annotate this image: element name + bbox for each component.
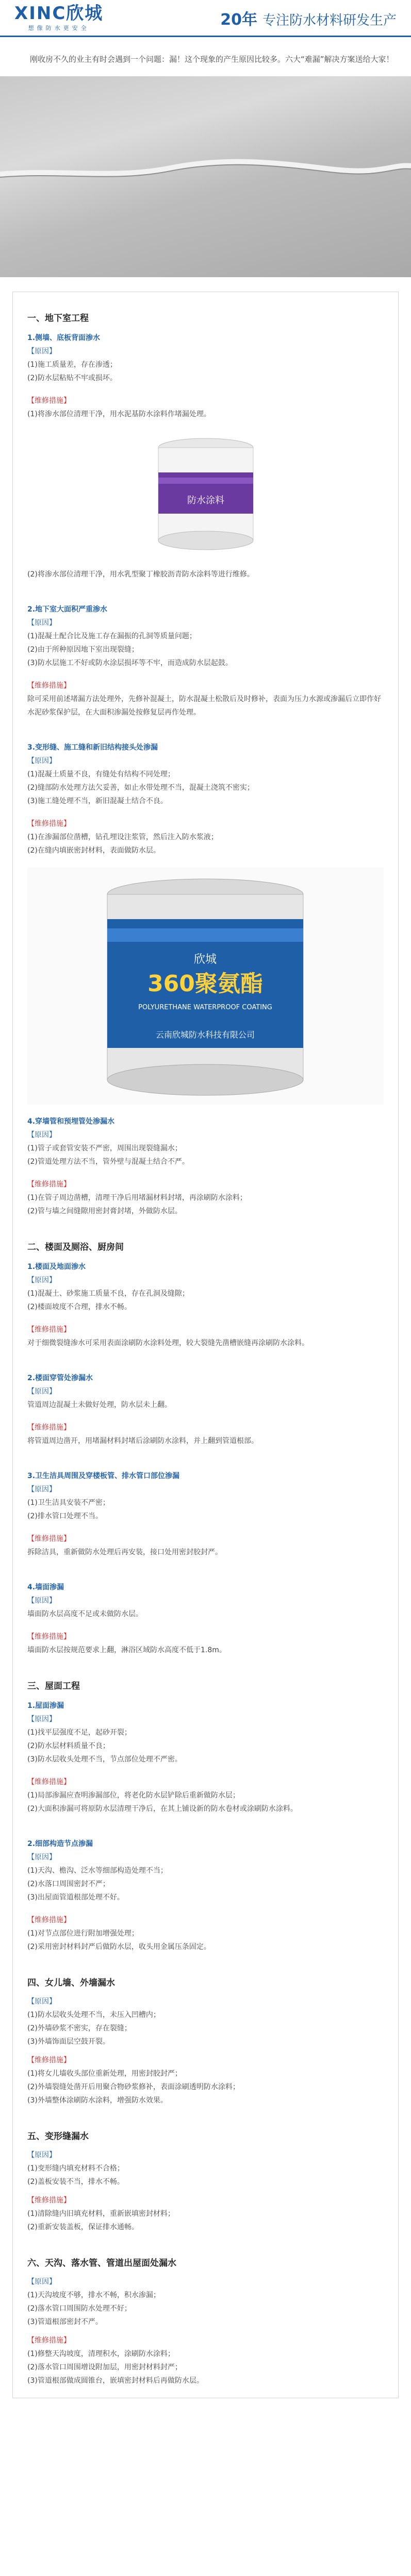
fix-label: 【维修措施】 <box>27 1326 71 1334</box>
bucket-big-icon <box>27 868 384 1105</box>
bucket-small-icon <box>121 431 291 557</box>
section5-causes <box>27 2148 384 2189</box>
section-title: 二、楼面及厕浴、厨房间 <box>27 1242 124 1252</box>
cause-line: (2)外墙砂浆不密实，存在裂缝； <box>27 2024 131 2032</box>
fix-label: 【维修措施】 <box>27 397 71 405</box>
fix-line: 拆除洁具，重新做防水处理后再安装，接口处用密封胶封严。 <box>27 1548 222 1556</box>
item-title: 2.地下室大面积严重渗水 <box>27 605 108 614</box>
section3-item-1 <box>27 1699 384 1816</box>
cause-label: 【原因】 <box>27 1485 56 1494</box>
fix-line: (3)管道根部做成圆锥台，嵌填密封材料后再做防水层。 <box>27 2377 204 2385</box>
section2-item-2 <box>27 1371 384 1448</box>
fix-line: (1)将渗水部位清理干净，用水泥基防水涂料作堵漏处理。 <box>27 410 211 418</box>
fix-label: 【维修措施】 <box>27 1916 71 1924</box>
intro-paragraph: 刚收房不久的业主有时会遇到一个问题：漏！这个现象的产生原因比较多。六大“难漏”解决方案送给大家！ <box>30 55 394 64</box>
section5-fixes <box>27 2194 384 2234</box>
fix-line: (1)修整天沟坡度，清理积水，涂刷防水涂料； <box>27 2350 175 2358</box>
fix-label: 【维修措施】 <box>27 1180 71 1189</box>
cause-line: (2)管道处理方法不当，管外壁与混凝土结合不严。 <box>27 1158 189 1166</box>
fix-line: (2)重新安装盖板，保证排水通畅。 <box>27 2223 139 2231</box>
section-title: 六、天沟、落水管、管道出屋面处漏水 <box>27 2258 176 2268</box>
item-title: 3.变形缝、施工缝和新旧结构接头处渗漏 <box>27 743 158 752</box>
cause-line: (2)落水管口周围防水处理不好； <box>27 2304 131 2313</box>
section-title: 四、女儿墙、外墙漏水 <box>27 1978 115 1988</box>
cause-label: 【原因】 <box>27 347 56 355</box>
section2-item-1 <box>27 1260 384 1350</box>
logo-tagline: 想像防水更安全 <box>28 24 90 31</box>
cause-line: (2)楼面坡度不合理，排水不畅。 <box>27 1303 131 1311</box>
fix-label: 【维修措施】 <box>27 2336 71 2345</box>
cause-line: (1)卫生洁具安装不严密； <box>27 1499 110 1507</box>
item-title: 1.楼面及地面渗水 <box>27 1263 86 1271</box>
cause-line: (2)缝部防水处理方法欠妥善，如止水带处理不当，混凝土浇筑不密实； <box>27 784 254 792</box>
brand-logo <box>14 4 103 32</box>
cause-line: (2)水落口周围密封不严； <box>27 1880 110 1888</box>
fix-line: (1)在渗漏部位凿槽，钻孔埋设注浆管，然后注入防水浆液； <box>27 833 218 841</box>
cause-line: (1)混凝土配合比及施工存在漏振的孔洞等质量问题； <box>27 632 196 640</box>
cause-line: (2)防水层粘贴不牢或损坏。 <box>27 374 117 382</box>
fix-line: (2)大面积渗漏可将原防水层清理干净后，在其上铺设新的防水卷材或涂刷防水涂料。 <box>27 1805 298 1813</box>
fix-line: 除可采用前述堵漏方法处理外，先修补混凝土，防水混凝土松散后及时修补，表面为压力水源或渗漏后立即作好水泥砂浆保护层，在大面积渗漏处按修复层再作处理。 <box>27 695 381 717</box>
fix-line: 墙面防水层按规范要求上翻，淋浴区域防水高度不低于1.8m。 <box>27 1646 226 1654</box>
bucket-small-label: 防水涂料 <box>187 495 224 506</box>
section-title: 三、屋面工程 <box>27 1681 80 1691</box>
fix-line: (2)在缝内填嵌密封材料，表面做防水层。 <box>27 846 160 855</box>
section4-causes <box>27 1995 384 2048</box>
fix-label: 【维修措施】 <box>27 2196 71 2205</box>
section-title: 一、地下室工程 <box>27 313 89 324</box>
fix-line: (1)局部渗漏应查明渗漏部位，将老化防水层铲除后重新做防水层； <box>27 1791 240 1800</box>
fix-label: 【维修措施】 <box>27 682 71 690</box>
fix-line: (2)外墙裂缝处凿开后用聚合物砂浆修补，表面涂刷透明防水涂料； <box>27 2083 240 2091</box>
slogan-text: 专注防水材料研发生产 <box>262 12 397 28</box>
product-image-bucket-big <box>27 868 384 1105</box>
cause-line: (1)施工质量差，存在渗透； <box>27 361 117 369</box>
cause-line: (1)混凝土、砂浆施工质量不良，存在孔洞及缝隙； <box>27 1290 189 1298</box>
logo-wordmark: XINC欣城 <box>14 3 104 24</box>
item-title: 4.穿墙管和预埋管处渗漏水 <box>27 1117 115 1126</box>
fix-line: (3)外墙整体涂刷防水涂料，增强防水效果。 <box>27 2096 168 2105</box>
cause-label: 【原因】 <box>27 1387 56 1396</box>
item-title: 2.楼面穿管处渗漏水 <box>27 1374 93 1382</box>
fix-label: 【维修措施】 <box>27 1778 71 1786</box>
fix-line: (1)清除缝内旧填充材料，重新嵌填密封材料； <box>27 2210 175 2218</box>
fix-label: 【维修措施】 <box>27 1423 71 1432</box>
bucket-big-title: 360聚氨酯 <box>147 971 263 997</box>
fix-line: (1)对节点部位进行附加增强处理； <box>27 1929 139 1938</box>
cause-line: (1)找平层强度不足，起砂开裂； <box>27 1728 131 1737</box>
cause-label: 【原因】 <box>27 1853 56 1861</box>
cause-line: (1)天沟坡度不够，排水不畅，积水渗漏； <box>27 2291 160 2299</box>
section1-item-3 <box>27 741 384 1105</box>
section6-fixes <box>27 2334 384 2387</box>
section4-fixes <box>27 2054 384 2107</box>
cause-line: (3)防水层收头处理不当，节点部位处理不严密。 <box>27 1755 182 1764</box>
cause-line: 管道周边混凝土未做好处理，防水层未上翻。 <box>27 1401 172 1409</box>
cause-line: (3)施工缝处理不当，新旧混凝土结合不良。 <box>27 797 168 805</box>
item-title: 2.细部构造节点渗漏 <box>27 1840 93 1848</box>
fix-line: (2)管与墙之间缝隙用密封膏封堵，外做防水层。 <box>27 1207 182 1215</box>
section1-item-2 <box>27 603 384 719</box>
section3-item-2 <box>27 1837 384 1954</box>
fix-line: (1)在管子周边凿槽，清理干净后用堵漏材料封堵，再涂刷防水涂料； <box>27 1194 247 1202</box>
cause-line: (3)外墙饰面层空鼓开裂。 <box>27 2038 110 2046</box>
slogan-year: 20年 <box>220 10 257 29</box>
ceiling-leak-photo <box>0 76 411 277</box>
cause-line: (3)管道根部密封不严。 <box>27 2318 103 2326</box>
cause-line: (1)防水层收头处理不当，未压入凹槽内； <box>27 2011 160 2019</box>
cause-line: (1)变形缝内填充材料不合格； <box>27 2164 124 2173</box>
cause-label: 【原因】 <box>27 2151 56 2159</box>
article-body <box>12 292 399 2398</box>
cause-line: (3)防水层施工不好或防水涂层损坏等不牢，而造成防水层起鼓。 <box>27 659 233 667</box>
cause-label: 【原因】 <box>27 1997 56 2006</box>
ceiling-crack-image <box>0 154 411 184</box>
cause-line: (3)出屋面管道根部处理不好。 <box>27 1893 124 1902</box>
cause-line: (2)防水层材料质量不良； <box>27 1742 110 1750</box>
cause-line: 墙面防水层高度不足或未做防水层。 <box>27 1610 143 1618</box>
fix-line: (2)采用密封材料封严后做防水层，收头用金属压条固定。 <box>27 1943 211 1951</box>
cause-line: (1)天沟、檐沟、泛水等细部构造处理不当； <box>27 1867 168 1875</box>
fix-line: 将管道周边凿开，用堵漏材料封堵后涂刷防水涂料，并上翻到管道根部。 <box>27 1437 258 1445</box>
item-title: 4.墙面渗漏 <box>27 1583 64 1591</box>
product-image-bucket-small <box>121 431 291 557</box>
cause-label: 【原因】 <box>27 1597 56 1605</box>
cause-line: (1)管子或套管安装不严密，周围出现裂缝漏水； <box>27 1144 182 1153</box>
fix-label: 【维修措施】 <box>27 820 71 828</box>
page-header <box>0 0 411 37</box>
item-title: 1.侧墙、底板背面渗水 <box>27 334 101 342</box>
bucket-big-maker: 云南欣城防水科技有限公司 <box>155 1030 255 1040</box>
cause-label: 【原因】 <box>27 1131 56 1139</box>
fix-label: 【维修措施】 <box>27 1633 71 1641</box>
cause-label: 【原因】 <box>27 619 56 627</box>
fix-line: (2)将渗水部位清理干净，用水乳型聚丁橡胶沥青防水涂料等进行维修。 <box>27 570 254 579</box>
fix-line: 对于细微裂缝渗水可采用表面涂刷防水涂料处理，较大裂缝先凿槽嵌缝再涂刷防水涂料。 <box>27 1339 309 1347</box>
header-slogan <box>220 7 397 29</box>
section6-causes <box>27 2275 384 2329</box>
cause-label: 【原因】 <box>27 2278 56 2286</box>
cause-label: 【原因】 <box>27 757 56 765</box>
fix-line: (1)将女儿墙收头部位重新处理，用密封胶封严； <box>27 2070 182 2078</box>
cause-label: 【原因】 <box>27 1276 56 1284</box>
item-title: 1.屋面渗漏 <box>27 1702 64 1710</box>
cause-label: 【原因】 <box>27 1715 56 1723</box>
fix-label: 【维修措施】 <box>27 1535 71 1543</box>
cause-line: (2)盖板安装不当，排水不畅。 <box>27 2178 124 2186</box>
bucket-big-brand: 欣城 <box>193 953 217 966</box>
fix-label: 【维修措施】 <box>27 2056 71 2064</box>
fix-line: (2)落水管口周围增设附加层，用密封材料封严； <box>27 2363 182 2371</box>
section-title: 五、变形缝漏水 <box>27 2131 89 2142</box>
page-bottom-spacer <box>0 2398 411 2419</box>
item-title: 3.卫生洁具周围及穿楼板管、排水管口部位渗漏 <box>27 1472 180 1480</box>
section1-item-1 <box>27 331 384 581</box>
cause-line: (2)由于所种原因地下室出现裂缝； <box>27 646 139 654</box>
bucket-big-sub: POLYURETHANE WATERPROOF COATING <box>138 1004 272 1011</box>
cause-line: (1)混凝土质量不良，有缝处有结构不同处理； <box>27 770 175 778</box>
section1-item-4 <box>27 1115 384 1218</box>
section2-item-3 <box>27 1469 384 1559</box>
section2-item-4 <box>27 1581 384 1657</box>
cause-line: (2)排水管口处理不当。 <box>27 1512 103 1520</box>
